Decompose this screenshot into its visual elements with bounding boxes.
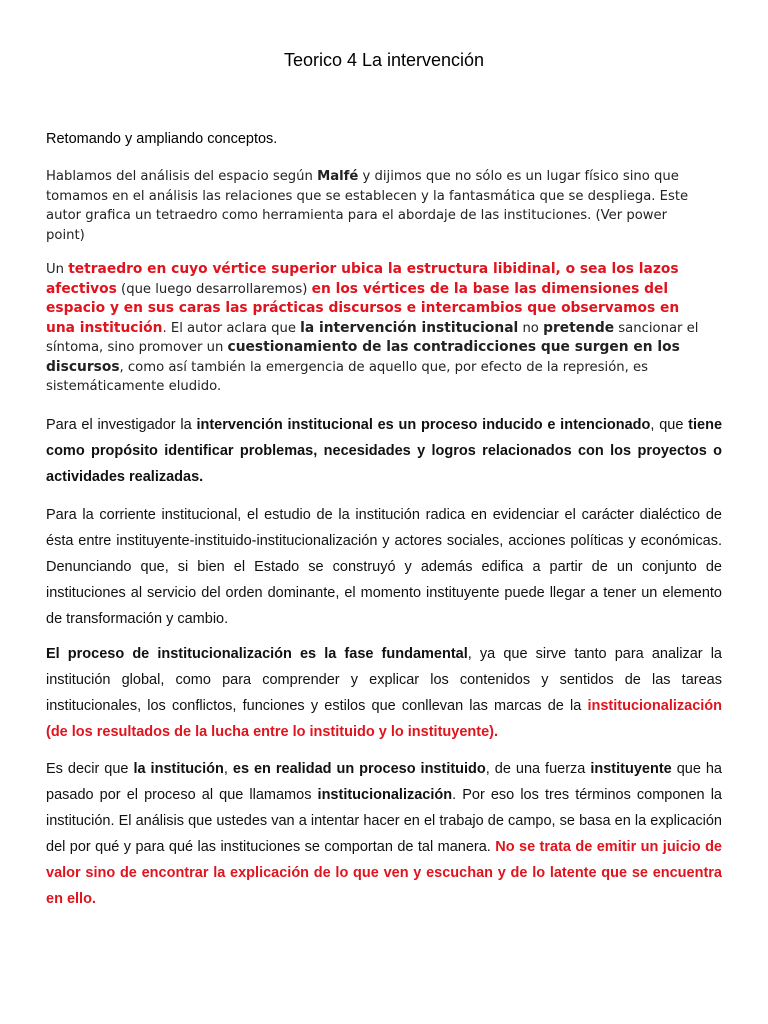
p1-text-b: y dijimos que no sólo es un lugar físico sino que tomamos en el análisis las relaciones que se establecen y la fantasmática que se despliega. Este autor grafica un tetraedro como herramienta para el abordaje de las instituciones. (Ver power point) [46,169,689,243]
p5-s2: , ya que sirve tanto para analizar la institución global, como para comprender y explicar los contenidos y sentidos de las tareas institucionales, los conflictos, funciones y estilos que conllevan las marcas de la [46,646,722,714]
p1-text-a: Hablamos del análisis del espacio según [46,169,318,184]
paragraph-institucionalizacion [46,641,722,745]
p5-s1: El proceso de institucionalización es la fase fundamental [46,646,468,662]
p6-s10: No se trata de emitir un juicio de valor sino de encontrar la explicación de lo que ven y escuchan y de lo latente que se encuentra en ello. [46,839,722,907]
p2-s3: (que luego desarrollaremos) [116,281,312,297]
paragraph-corriente-institucional: Para la corriente institucional, el estudio de la institución radica en evidenciar el carácter dialéctico de ésta entre instituyente-instituido-institucionalización y actores sociales, acciones políticas y económicas. Denunciando que, si bien el Estado se construyó y además edifica a partir de un conjunto de instituciones al servicio del orden dominante, el momento instituyente puede llegar a tener un elemento de transformación y cambio. [46,507,722,627]
p2-s11: , como así también la emergencia de aquello que, por efecto de la represión, es sistemáticamente eludido. [46,359,648,394]
p1-malfe: Malfé [317,169,359,184]
paragraph-tetraedro [46,260,702,397]
p2-s8: pretende [543,319,615,336]
p2-s4: en los vértices de la base las dimensiones del espacio y en sus caras las prácticas discursos e intercambios que observamos en una institución [46,280,680,336]
p6-s6: instituyente [590,761,672,777]
p6-s1: Es decir que [46,761,134,777]
p2-s9: sancionar el síntoma, sino promover un [46,320,699,355]
p3-s1: Para el investigador la [46,417,197,433]
p6-s4: es en realidad un proceso instituido [232,761,486,777]
p2-s1: Un [46,262,69,277]
p2-s10: cuestionamiento de las contradicciones que surgen en los discursos [46,339,680,375]
paragraph-malfe [46,167,702,245]
section-subheading: Retomando y ampliando conceptos. [46,131,278,147]
paragraph-es-decir [46,756,722,912]
paragraph-investigador [46,412,722,490]
p3-s2: intervención institucional es un proceso inducido e intencionado [196,417,651,433]
p3-s4: tiene como propósito identificar problemas, necesidades y logros relacionados con los proyectos o actividades realizadas. [46,417,723,485]
p5-s3: institucionalización (de los resultados de la lucha entre lo instituido y lo instituyente). [46,698,722,740]
p2-s6: la intervención institucional [300,319,519,336]
p2-s2: tetraedro en cuyo vértice superior ubica la estructura libidinal, o sea los lazos afectivos [46,261,679,297]
p6-s9: . Por eso los tres términos componen la institución. El análisis que ustedes van a intentar hacer en el trabajo de campo, se basa en la explicación del por qué y para qué las instituciones se comportan de tal manera. [46,787,722,855]
document-title: Teorico 4 La intervención [283,50,485,70]
p2-s5: . El autor aclara que [162,320,301,336]
p2-s7: no [518,320,544,336]
p3-s3: , que [650,417,689,433]
p6-s5: , de una fuerza [485,761,591,777]
p6-s3: , [223,761,233,777]
p6-s7: que ha pasado por el proceso al que llamamos [46,761,722,803]
p6-s8: institucionalización [317,787,453,803]
p6-s2: la institución [133,761,224,777]
